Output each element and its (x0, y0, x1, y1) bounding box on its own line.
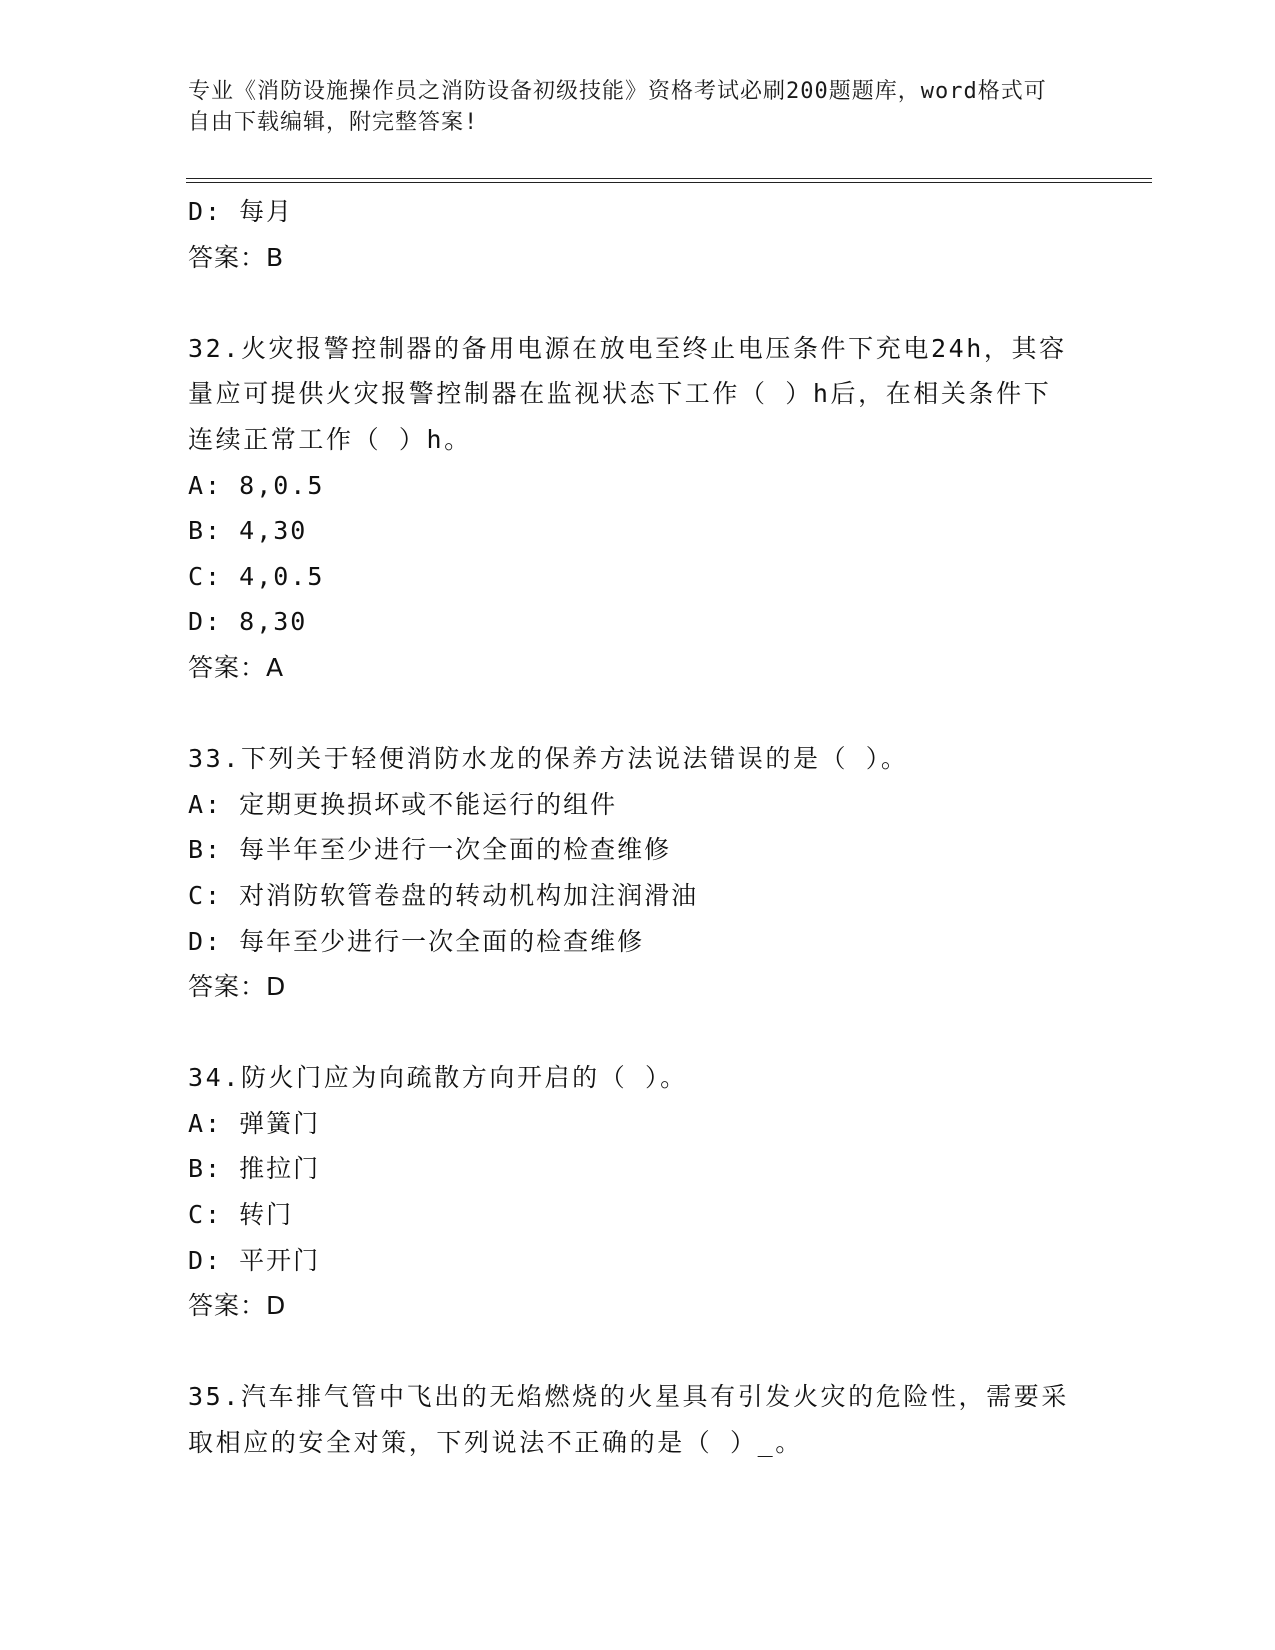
question-33 (188, 736, 1088, 1010)
document-header: 专业《消防设施操作员之消防设备初级技能》资格考试必刷200题题库，word格式可自由下载编辑，附完整答案! (188, 79, 1047, 135)
answer-line: 答案：A (188, 652, 285, 682)
option-a: A: 定期更换损坏或不能运行的组件 (188, 789, 618, 819)
option-c: C: 4,0.5 (188, 561, 325, 591)
option-a: A: 8,0.5 (188, 470, 325, 500)
question-34 (188, 1055, 1088, 1329)
question-stem: 35.汽车排气管中飞出的无焰燃烧的火星具有引发火灾的危险性，需要采取相应的安全对策，下列说法不正确的是（ ）_。 (188, 1382, 1069, 1458)
question-32 (188, 326, 1088, 691)
option-d: D: 每年至少进行一次全面的检查维修 (188, 926, 645, 956)
header-divider (186, 178, 1152, 183)
question-31-tail (188, 189, 1088, 280)
option-b: B: 推拉门 (188, 1154, 321, 1184)
option-d: D: 平开门 (188, 1245, 321, 1275)
answer-line: 答案：B (188, 242, 285, 272)
option-c: C: 对消防软管卷盘的转动机构加注润滑油 (188, 880, 699, 910)
option-a: A: 弹簧门 (188, 1108, 321, 1138)
answer-line: 答案：D (188, 1291, 287, 1321)
question-stem: 32.火灾报警控制器的备用电源在放电至终止电压条件下充电24h，其容量应可提供火灾报警控制器在监视状态下工作（ ）h后，在相关条件下连续正常工作（ ）h。 (188, 333, 1067, 454)
question-35 (188, 1374, 1088, 1465)
option-c: C: 转门 (188, 1200, 294, 1230)
question-stem: 34.防火门应为向疏散方向开启的（ ）。 (188, 1063, 688, 1093)
answer-line: 答案：D (188, 972, 287, 1002)
option-d: D: 8,30 (188, 607, 308, 637)
question-list (188, 189, 1088, 1466)
question-stem: 33.下列关于轻便消防水龙的保养方法说法错误的是（ ）。 (188, 744, 909, 774)
option-b: B: 每半年至少进行一次全面的检查维修 (188, 835, 672, 865)
option-b: B: 4,30 (188, 516, 308, 546)
option-d: D: 每月 (188, 197, 294, 226)
